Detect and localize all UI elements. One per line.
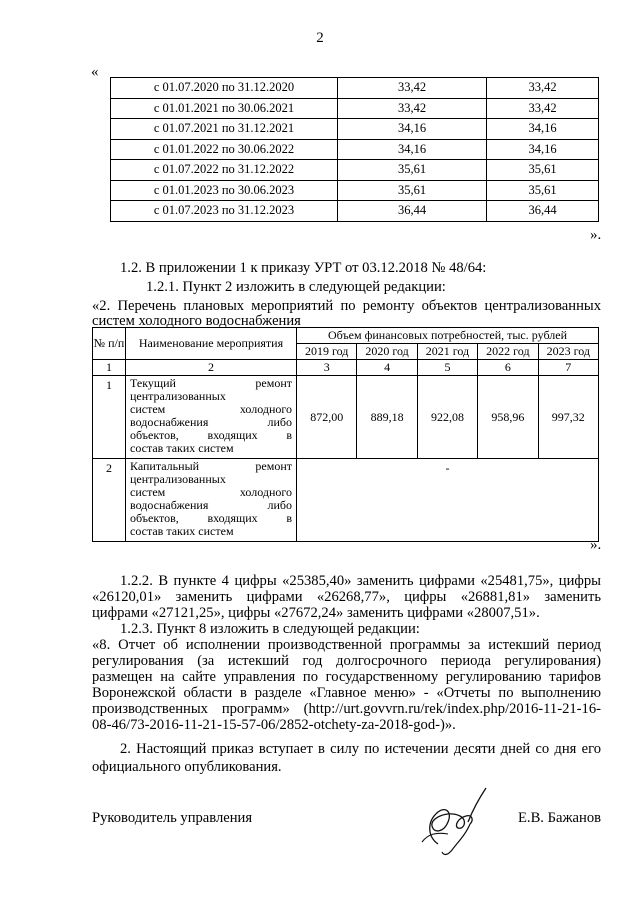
measure-name-line: водоснабжения либо [130,415,292,429]
amount-cell: 997,32 [538,376,598,459]
signer-title: Руководитель управления [92,810,253,826]
table-opening-quote: « [91,64,99,80]
measure-name-line: централизованных [130,472,226,486]
header-num: № п/п [93,328,126,360]
plan-table [92,327,599,542]
year-header: 2021 год [417,344,477,360]
tariff-period-cell: с 01.07.2020 по 31.12.2020 [111,78,338,99]
measure-name-line: Капитальный ремонт [130,459,292,473]
para-1-2-3: 1.2.3. Пункт 8 изложить в следующей редакции: [120,621,420,637]
column-number: 2 [126,360,297,376]
measure-name-line: объектов, входящих в [130,428,292,442]
point8-line4: Воронежской области в разделе «Главное меню» - «Отчеты по выполнению [92,685,601,701]
tariff-value-cell: 36,44 [487,201,599,222]
measure-name-line: Текущий ремонт [130,376,292,390]
measure-name-line: систем холодного [130,402,292,416]
amount-cell: 872,00 [297,376,357,459]
tariff-value-cell: 33,42 [338,78,487,99]
measure-name [126,459,297,542]
tariff-row [111,98,599,119]
measure-name-line: состав таких систем [130,524,234,538]
tariff-value-cell: 35,61 [338,160,487,181]
year-header: 2019 год [297,344,357,360]
point8-line2: регулирования (за истекший год долгосрочного периода регулирования) [92,653,601,669]
row-number: 2 [93,459,126,542]
tariff-value-cell: 35,61 [487,160,599,181]
tariff-value-cell: 36,44 [338,201,487,222]
page-number: 2 [316,30,324,46]
measure-name-line: водоснабжения либо [130,498,292,512]
column-number: 7 [538,360,598,376]
para-2-line1: 2. Настоящий приказ вступает в силу по истечении десяти дней со дня его [120,741,601,757]
column-number: 4 [357,360,417,376]
tariff-period-cell: с 01.07.2023 по 31.12.2023 [111,201,338,222]
para-2-line2: официального опубликования. [92,759,282,775]
table-closing-quote: ». [590,227,602,243]
amount-cell: 958,96 [478,376,538,459]
tariff-row [111,139,599,160]
column-number: 3 [297,360,357,376]
section2-title-line1: «2. Перечень плановых мероприятий по ремонту объектов централизованных [92,298,601,314]
para-1-2-1: 1.2.1. Пункт 2 изложить в следующей редакции: [146,279,446,295]
tariff-table [110,77,599,222]
signature-image [408,782,498,858]
column-number: 1 [93,360,126,376]
row-number: 1 [93,376,126,459]
amount-cell: 922,08 [417,376,477,459]
tariff-row [111,119,599,140]
point8-line1: «8. Отчет об исполнении производственной программы за истекший период [92,637,601,653]
para-1-2-2-line3: цифрами «27121,25», цифры «27672,24» заменить цифрами «28007,51». [92,605,540,621]
tariff-value-cell: 34,16 [487,139,599,160]
year-header: 2020 год [357,344,417,360]
tariff-row [111,201,599,222]
para-1-2-2-line2: «26120,01» заменить цифрами «26268,77», цифры «26881,81» заменить [92,589,601,605]
measure-name-line: объектов, входящих в [130,511,292,525]
point8-line3: размещен на сайте управления по государственному регулированию тарифов [92,669,601,685]
tariff-row [111,180,599,201]
signer-name: Е.В. Бажанов [518,810,602,826]
year-header: 2023 год [538,344,598,360]
tariff-row [111,160,599,181]
tariff-value-cell: 33,42 [487,98,599,119]
tariff-period-cell: с 01.07.2021 по 31.12.2021 [111,119,338,140]
header-volume: Объем финансовых потребностей, тыс. рублей [297,328,599,344]
plan-table-closing-quote: ». [590,537,602,553]
measure-name-line: централизованных [130,389,226,403]
para-1-2: 1.2. В приложении 1 к приказу УРТ от 03.12.2018 № 48/64: [120,260,487,276]
section2-title-line2: систем холодного водоснабжения [92,313,301,329]
tariff-value-cell: 33,42 [487,78,599,99]
column-number: 5 [417,360,477,376]
merged-amount-cell: - [297,459,599,542]
amount-cell: 889,18 [357,376,417,459]
point8-line6: 08-46/73-2016-11-21-15-57-06/2852-otchety-za-2018-god-)». [92,717,456,733]
tariff-period-cell: с 01.01.2021 по 30.06.2021 [111,98,338,119]
tariff-value-cell: 35,61 [338,180,487,201]
tariff-period-cell: с 01.01.2022 по 30.06.2022 [111,139,338,160]
tariff-value-cell: 35,61 [487,180,599,201]
tariff-value-cell: 34,16 [487,119,599,140]
tariff-row [111,78,599,99]
year-header: 2022 год [478,344,538,360]
column-number: 6 [478,360,538,376]
tariff-value-cell: 34,16 [338,139,487,160]
point8-line5: производственных программ» (http://urt.govvrn.ru/rek/index.php/2016-11-21-16- [92,701,601,717]
measure-name [126,376,297,459]
measure-name-line: систем холодного [130,485,292,499]
tariff-period-cell: с 01.01.2023 по 30.06.2023 [111,180,338,201]
tariff-value-cell: 33,42 [338,98,487,119]
para-1-2-2-line1: 1.2.2. В пункте 4 цифры «25385,40» заменить цифрами «25481,75», цифры [120,573,601,589]
measure-name-line: состав таких систем [130,441,234,455]
header-name: Наименование мероприятия [126,328,297,360]
tariff-period-cell: с 01.07.2022 по 31.12.2022 [111,160,338,181]
tariff-value-cell: 34,16 [338,119,487,140]
